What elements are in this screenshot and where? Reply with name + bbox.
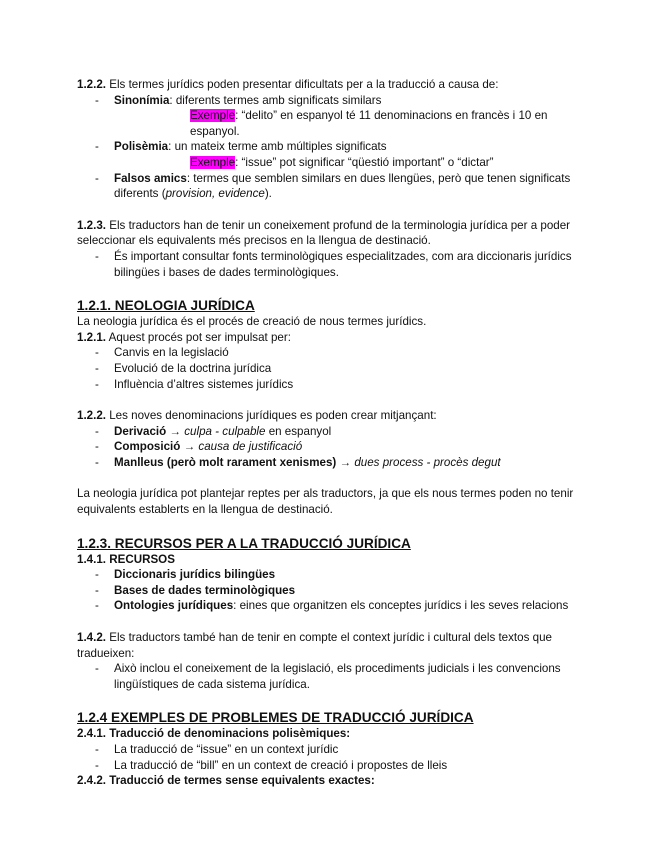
paragraph-1-2-3 xyxy=(77,218,587,249)
example-line xyxy=(114,108,587,139)
paragraph-1-2-1 xyxy=(77,330,587,346)
section-heading-neologia: 1.2.1. NEOLOGIA JURÍDICA xyxy=(77,298,255,314)
creation-methods-list xyxy=(77,424,587,471)
difficulties-list xyxy=(77,93,587,202)
paragraph-text: Aquest procés pot ser impulsat per: xyxy=(106,330,291,344)
list-item-composicio xyxy=(77,439,587,455)
term-bold: Ontologies jurídiques xyxy=(114,599,234,613)
sources-list xyxy=(77,249,587,280)
term-bold: Manlleus (però molt rarament xenismes) xyxy=(114,455,337,469)
term-italic: causa de justificació xyxy=(198,440,303,454)
list-item-manlleus xyxy=(77,455,587,471)
paragraph-text: Els traductors han de tenir un coneixement profund de la terminologia jurídica per a poder seleccionar els equivalents més precisos en la llengua de destinació. xyxy=(77,218,571,248)
arrow-glyph: → xyxy=(166,424,185,438)
example-highlight: Exemple xyxy=(190,109,236,123)
term-italic: culpa - culpable xyxy=(184,424,266,438)
list-item: - És important consultar fonts terminològiques especialitzades, com ara diccionaris jurídics bilingües i bases de dades terminològiques. xyxy=(77,249,587,280)
paragraph-number: 1.2.3. xyxy=(77,218,107,232)
example-line xyxy=(114,155,587,171)
term-bold: Bases de dades terminològiques xyxy=(114,583,296,597)
list-item: - La traducció de “bill” en un context de creació i propostes de lleis xyxy=(77,758,587,774)
list-item-polisemia xyxy=(77,139,587,170)
subheading-text: 1.4.1. RECURSOS xyxy=(77,552,175,566)
drivers-list xyxy=(77,345,587,392)
paragraph-number: 1.4.2. xyxy=(77,631,107,645)
term-italic: provision, evidence xyxy=(165,187,265,201)
section-heading-recursos: 1.2.3. RECURSOS PER A LA TRADUCCIÓ JURÍDICA xyxy=(77,535,411,551)
term-bold: Derivació xyxy=(114,424,167,438)
list-item: - La traducció de “issue” en un context jurídic xyxy=(77,742,587,758)
term-tail: en espanyol xyxy=(265,424,332,438)
list-item-ontologies xyxy=(77,598,587,614)
arrow-glyph: → xyxy=(180,440,199,454)
paragraph-number: 1.2.2. xyxy=(77,409,107,423)
term-bold: Composició xyxy=(114,440,181,454)
example-text: : “issue” pot significar “qüestió important” o “dictar” xyxy=(235,155,494,169)
term-bold: Sinonímia xyxy=(114,93,170,107)
list-item-derivacio xyxy=(77,424,587,440)
paragraph-number: 1.2.2. xyxy=(77,78,107,91)
paragraph-1-2-2 xyxy=(77,77,587,93)
subheading-text: 2.4.1. Traducció de denominacions polisèmiques: xyxy=(77,727,351,741)
arrow-glyph: → xyxy=(336,455,355,469)
document-page xyxy=(77,77,587,789)
list-item: - Evolució de la doctrina jurídica xyxy=(77,361,587,377)
subheading-text: 2.4.2. Traducció de termes sense equivalents exactes: xyxy=(77,774,375,788)
term-tail: : eines que organitzen els conceptes jurídics i les seves relacions xyxy=(233,599,569,613)
list-item: - Canvis en la legislació xyxy=(77,345,587,361)
section-heading-exemples: 1.2.4 EXEMPLES DE PROBLEMES DE TRADUCCIÓ JURÍDICA xyxy=(77,710,474,726)
term-bold: Falsos amics xyxy=(114,171,187,185)
term-italic: dues process - procès degut xyxy=(354,455,501,469)
subheading-recursos xyxy=(77,552,587,568)
list-item-sinonimia xyxy=(77,93,587,140)
paragraph-text: Les noves denominacions jurídiques es poden crear mitjançant: xyxy=(106,409,437,423)
list-item: - Influència d’altres sistemes jurídics xyxy=(77,377,587,393)
paragraph-1-4-2 xyxy=(77,630,587,661)
paragraph-1-2-2-neologia xyxy=(77,408,587,424)
subheading-2-4-1 xyxy=(77,726,587,742)
term-bold: Diccionaris jurídics bilingües xyxy=(114,568,276,582)
resources-list xyxy=(77,567,587,614)
paragraph-text: Els termes jurídics poden presentar dificultats per a la traducció a causa de: xyxy=(106,78,499,91)
neologia-definition: La neologia jurídica és el procés de creació de nous termes jurídics. xyxy=(77,315,427,329)
term-description: : un mateix terme amb múltiples significats xyxy=(168,140,387,154)
list-item-bases xyxy=(77,583,587,599)
list-item-diccionaris xyxy=(77,567,587,583)
term-description: : diferents termes amb significats similars xyxy=(169,93,382,107)
paragraph-text: Els traductors també han de tenir en compte el context jurídic i cultural dels textos que tradueixen: xyxy=(77,631,552,660)
term-bold: Polisèmia xyxy=(114,140,169,154)
term-tail: ). xyxy=(264,187,272,201)
list-item: - Això inclou el coneixement de la legislació, els procediments judicials i les convencions lingüístiques de cada sistema jurídica. xyxy=(77,661,587,692)
subheading-2-4-2 xyxy=(77,773,587,789)
neologia-closing: La neologia jurídica pot plantejar reptes per als traductors, ja que els nous termes poden no tenir equivalents establerts en la llengua de destinació. xyxy=(77,487,574,517)
polysemy-examples-list xyxy=(77,742,587,773)
term-description: : termes que semblen similars en dues llengües, però que tenen significats diferents ( xyxy=(114,171,571,201)
list-item-falsos-amics xyxy=(77,171,587,202)
example-text: : “delito” en espanyol té 11 denominacions en francès i 10 en espanyol. xyxy=(190,109,548,138)
example-highlight: Exemple xyxy=(190,155,236,169)
context-list xyxy=(77,661,587,692)
paragraph-number: 1.2.1. xyxy=(77,330,107,344)
